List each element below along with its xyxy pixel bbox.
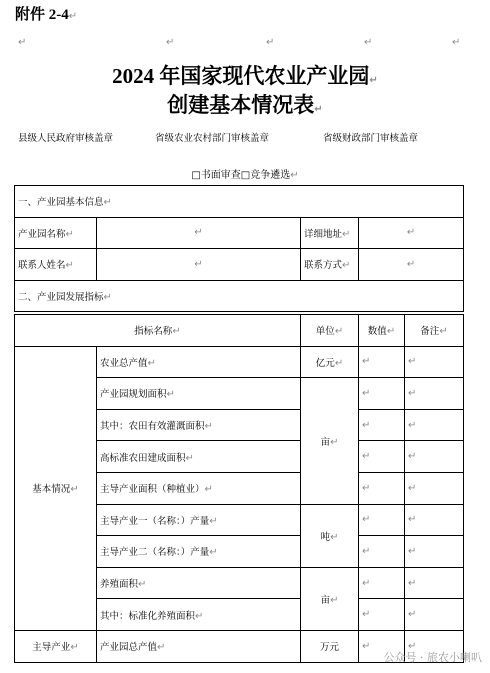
address-value[interactable]: ↵ xyxy=(359,217,464,249)
indicator-unit: 亿元↵ xyxy=(301,346,359,378)
indicator-name: 产业园规划面积↵ xyxy=(97,378,301,410)
value-cell[interactable]: ↵ xyxy=(359,536,405,568)
paragraph-mark: ↵ xyxy=(266,37,275,48)
value-cell[interactable]: ↵ xyxy=(359,504,405,536)
table-row xyxy=(15,217,464,249)
table-row xyxy=(15,346,464,378)
section-row xyxy=(15,280,464,312)
indicator-table xyxy=(14,314,464,663)
paragraph-mark: ↵ xyxy=(166,37,175,48)
title-line-2: 创建基本情况表 xyxy=(167,93,315,117)
indicator-name: 其中：农田有效灌溉面积↵ xyxy=(97,409,301,441)
county-seal-label: 县级人民政府审核盖章 xyxy=(18,133,114,144)
note-cell[interactable]: ↵ xyxy=(405,441,464,473)
title-line-1: 2024 年国家现代农业产业园 xyxy=(112,64,370,88)
unit-header: 单位↵ xyxy=(301,315,359,347)
category-main: 主导产业↵ xyxy=(15,630,97,662)
indicator-name: 养殖面积↵ xyxy=(97,567,301,599)
note-cell[interactable]: ↵ xyxy=(405,346,464,378)
indicator-unit-dun: 吨↵ xyxy=(301,504,359,567)
section-row xyxy=(15,186,464,218)
value-cell[interactable]: ↵ xyxy=(359,441,405,473)
note-cell[interactable]: ↵ xyxy=(405,599,464,631)
indicator-name: 产业园总产值↵ xyxy=(97,630,301,662)
indicator-unit: 万元 xyxy=(301,630,359,662)
park-name-value[interactable]: ↵ xyxy=(97,217,301,249)
indicator-name: 主导产业二（名称：）产量↵ xyxy=(97,536,301,568)
indicator-name: 高标准农田建成面积↵ xyxy=(97,441,301,473)
review-method-text: □书面审查□竞争遴选 xyxy=(191,170,291,181)
indicator-name: 主导产业面积（种植业）↵ xyxy=(97,472,301,504)
indicator-unit-mu: 亩↵ xyxy=(301,378,359,504)
paragraph-mark: ↵ xyxy=(369,75,378,86)
value-cell[interactable]: ↵ xyxy=(359,567,405,599)
header-row xyxy=(15,315,464,347)
attachment-text: 附件 2-4 xyxy=(15,7,69,23)
indicator-name: 主导产业一（名称：）产量↵ xyxy=(97,504,301,536)
contact-name-label: 联系人姓名↵ xyxy=(15,249,97,281)
value-cell[interactable]: ↵ xyxy=(359,378,405,410)
address-label: 详细地址↵ xyxy=(301,217,359,249)
blank-line xyxy=(0,37,490,51)
note-cell[interactable]: ↵ xyxy=(405,567,464,599)
value-cell[interactable]: ↵ xyxy=(359,409,405,441)
paragraph-mark: ↵ xyxy=(18,37,27,48)
note-cell[interactable]: ↵ xyxy=(405,409,464,441)
indicator-header: 指标名称↵ xyxy=(15,315,301,347)
table-row xyxy=(15,249,464,281)
contact-method-label: 联系方式↵ xyxy=(301,249,359,281)
note-cell[interactable]: ↵ xyxy=(405,630,464,662)
note-cell[interactable]: ↵ xyxy=(405,378,464,410)
document-title xyxy=(0,60,490,90)
note-cell[interactable]: ↵ xyxy=(405,536,464,568)
value-header: 数值↵ xyxy=(359,315,405,347)
contact-name-value[interactable]: ↵ xyxy=(97,249,301,281)
paragraph-mark: ↵ xyxy=(314,104,323,115)
indicator-name: 其中：标准化养殖面积↵ xyxy=(97,599,301,631)
province-finance-seal-label: 省级财政部门审核盖章 xyxy=(323,133,419,144)
watermark: 公众号 · 旅农小喇叭 xyxy=(383,651,482,664)
paragraph-mark: ↵ xyxy=(290,170,299,181)
document-subtitle xyxy=(0,89,490,119)
province-agri-seal-label: 省级农业农村部门审核盖章 xyxy=(155,133,270,144)
indicator-unit-mu-2: 亩↵ xyxy=(301,567,359,630)
note-cell[interactable]: ↵ xyxy=(405,504,464,536)
value-cell[interactable]: ↵ xyxy=(359,346,405,378)
indicator-name: 农业总产值↵ xyxy=(97,346,301,378)
value-cell[interactable]: ↵ xyxy=(359,472,405,504)
section-title: 二、产业园发展指标↵ xyxy=(15,280,464,312)
paragraph-mark: ↵ xyxy=(364,37,373,48)
review-method xyxy=(0,166,490,181)
section-title: 一、产业园基本信息↵ xyxy=(15,186,464,218)
note-header: 备注↵ xyxy=(405,315,464,347)
value-cell[interactable]: ↵ xyxy=(359,599,405,631)
attachment-label xyxy=(15,3,77,24)
paragraph-mark: ↵ xyxy=(452,37,461,48)
value-cell[interactable]: ↵ xyxy=(359,630,405,662)
paragraph-mark: ↵ xyxy=(68,11,78,22)
contact-method-value[interactable]: ↵ xyxy=(359,249,464,281)
note-cell[interactable]: ↵ xyxy=(405,472,464,504)
park-name-label: 产业园名称↵ xyxy=(15,217,97,249)
basic-info-table xyxy=(14,185,464,312)
category-basic: 基本情况↵ xyxy=(15,346,97,630)
